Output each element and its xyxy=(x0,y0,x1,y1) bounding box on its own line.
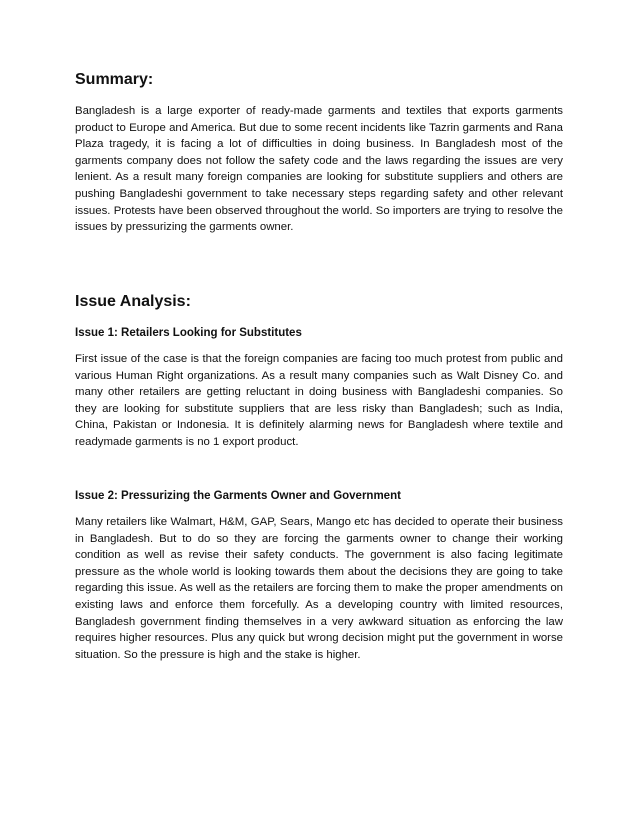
summary-paragraph: Bangladesh is a large exporter of ready-made garments and textiles that exports garments product to Europe and America. But due to some recent incidents like Tazrin garments and Rana Plaza tragedy, it is facing a lot of difficulties in doing business. In Bangladesh most of the garments company does not follow the safety code and the laws regarding the issues are very lenient. As a result many foreign companies are looking for substitute suppliers and others are pushing Bangladeshi government to take necessary steps regarding safety and other relevant issues. Protests have been observed throughout the world. So importers are trying to resolve the issues by pressurizing the garments owner. xyxy=(75,105,563,234)
issue-analysis-heading: Issue Analysis: xyxy=(75,293,191,310)
summary-heading: Summary: xyxy=(75,71,154,88)
issue-2-title: Issue 2: Pressurizing the Garments Owner and Government xyxy=(75,490,401,502)
issue-1-title: Issue 1: Retailers Looking for Substitutes xyxy=(75,327,302,339)
issue-2-paragraph: Many retailers like Walmart, H&M, GAP, Sears, Mango etc has decided to operate their business in Bangladesh. But to do so they are forcing the garments owner to change their working condition as well as revise their safety conducts. The government is also facing legitimate pressure as the whole world is looking towards them about the decisions they are going to take regarding this issue. As well as the retailers are forcing them to make the proper amendments on existing laws and enforce them forcefully. As a developing country with limited resources, Bangladesh government finding themselves in a very awkward situation as enforcing the law requires higher resources. Plus any quick but wrong decision might put the government in worse situation. So the pressure is high and the stake is higher. xyxy=(75,516,563,661)
issue-1-paragraph: First issue of the case is that the foreign companies are facing too much protest from public and various Human Right organizations. As a result many companies such as Walt Disney Co. and many other retailers are getting reluctant in doing business with Bangladeshi companies. So they are looking for substitute suppliers that are less risky than Bangladesh; such as India, China, Pakistan or Indonesia. It is definitely alarming news for Bangladesh where textile and readymade garments is no 1 export product. xyxy=(75,353,563,448)
